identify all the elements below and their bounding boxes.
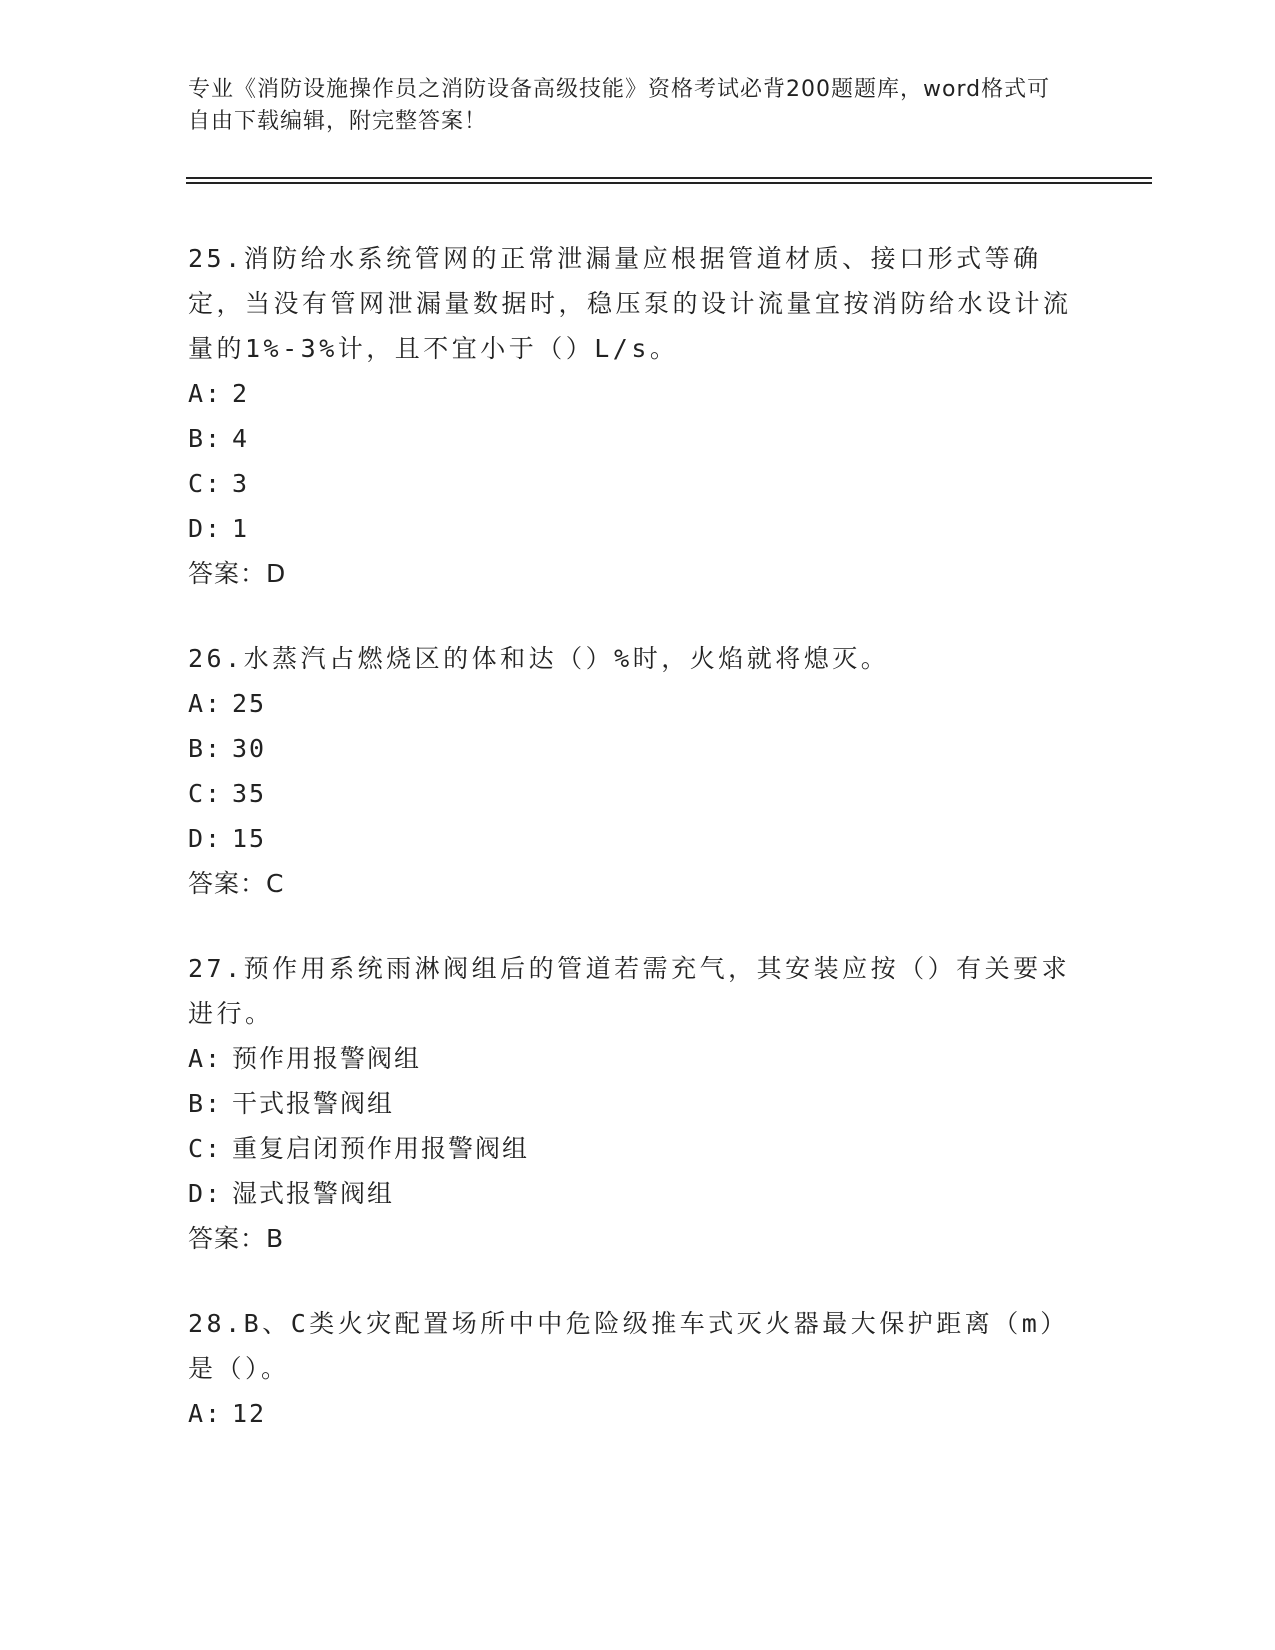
option-letter: C: — [188, 469, 223, 498]
question-stem: 27.预作用系统雨淋阀组后的管道若需充气，其安装应按（）有关要求进行。 — [188, 954, 1071, 1028]
option-d — [188, 506, 1088, 551]
option-b — [188, 1081, 1088, 1126]
option-d — [188, 1171, 1088, 1216]
option-letter: C: — [188, 779, 223, 808]
answer-line: 答案：C — [188, 869, 285, 898]
option-letter: A: — [188, 689, 223, 718]
option-letter: A: — [188, 1044, 223, 1073]
option-letter: B: — [188, 424, 223, 453]
question-28 — [188, 1301, 1088, 1436]
option-text: 湿式报警阀组 — [232, 1179, 395, 1208]
document-header: 专业《消防设施操作员之消防设备高级技能》资格考试必背200题题库，word格式可自由下载编辑，附完整答案！ — [188, 77, 1051, 134]
option-c — [188, 461, 1088, 506]
question-stem: 26.水蒸汽占燃烧区的体和达（）%时，火焰就将熄灭。 — [188, 644, 890, 673]
question-27 — [188, 946, 1088, 1261]
option-text: 35 — [232, 779, 267, 808]
option-letter: A: — [188, 1399, 223, 1428]
option-letter: C: — [188, 1134, 223, 1163]
option-text: 30 — [232, 734, 267, 763]
question-list — [188, 236, 1088, 1476]
option-text: 25 — [232, 689, 267, 718]
option-a — [188, 1036, 1088, 1081]
option-text: 12 — [232, 1399, 267, 1428]
option-letter: D: — [188, 514, 223, 543]
option-text: 2 — [232, 379, 250, 408]
option-a — [188, 681, 1088, 726]
question-26 — [188, 636, 1088, 906]
option-letter: B: — [188, 734, 223, 763]
option-letter: B: — [188, 1089, 223, 1118]
option-text: 重复启闭预作用报警阀组 — [232, 1134, 530, 1163]
question-stem: 28.B、C类火灾配置场所中中危险级推车式灭火器最大保护距离（m）是（）。 — [188, 1309, 1069, 1383]
option-text: 3 — [232, 469, 250, 498]
option-a — [188, 371, 1088, 416]
option-a — [188, 1391, 1088, 1436]
option-b — [188, 726, 1088, 771]
question-25 — [188, 236, 1088, 596]
option-text: 4 — [232, 424, 250, 453]
answer-line: 答案：B — [188, 1224, 285, 1253]
option-letter: A: — [188, 379, 223, 408]
header-rule-bottom — [186, 182, 1152, 184]
option-c — [188, 1126, 1088, 1171]
option-d — [188, 816, 1088, 861]
header-rule-top — [186, 177, 1152, 179]
option-letter: D: — [188, 824, 223, 853]
option-letter: D: — [188, 1179, 223, 1208]
option-text: 15 — [232, 824, 267, 853]
option-text: 预作用报警阀组 — [232, 1044, 422, 1073]
question-stem: 25.消防给水系统管网的正常泄漏量应根据管道材质、接口形式等确定，当没有管网泄漏量数据时，稳压泵的设计流量宜按消防给水设计流量的1%-3%计，且不宜小于（）L/s。 — [188, 244, 1072, 363]
option-b — [188, 416, 1088, 461]
option-text: 干式报警阀组 — [232, 1089, 395, 1118]
answer-line: 答案：D — [188, 559, 287, 588]
option-text: 1 — [232, 514, 250, 543]
option-c — [188, 771, 1088, 816]
